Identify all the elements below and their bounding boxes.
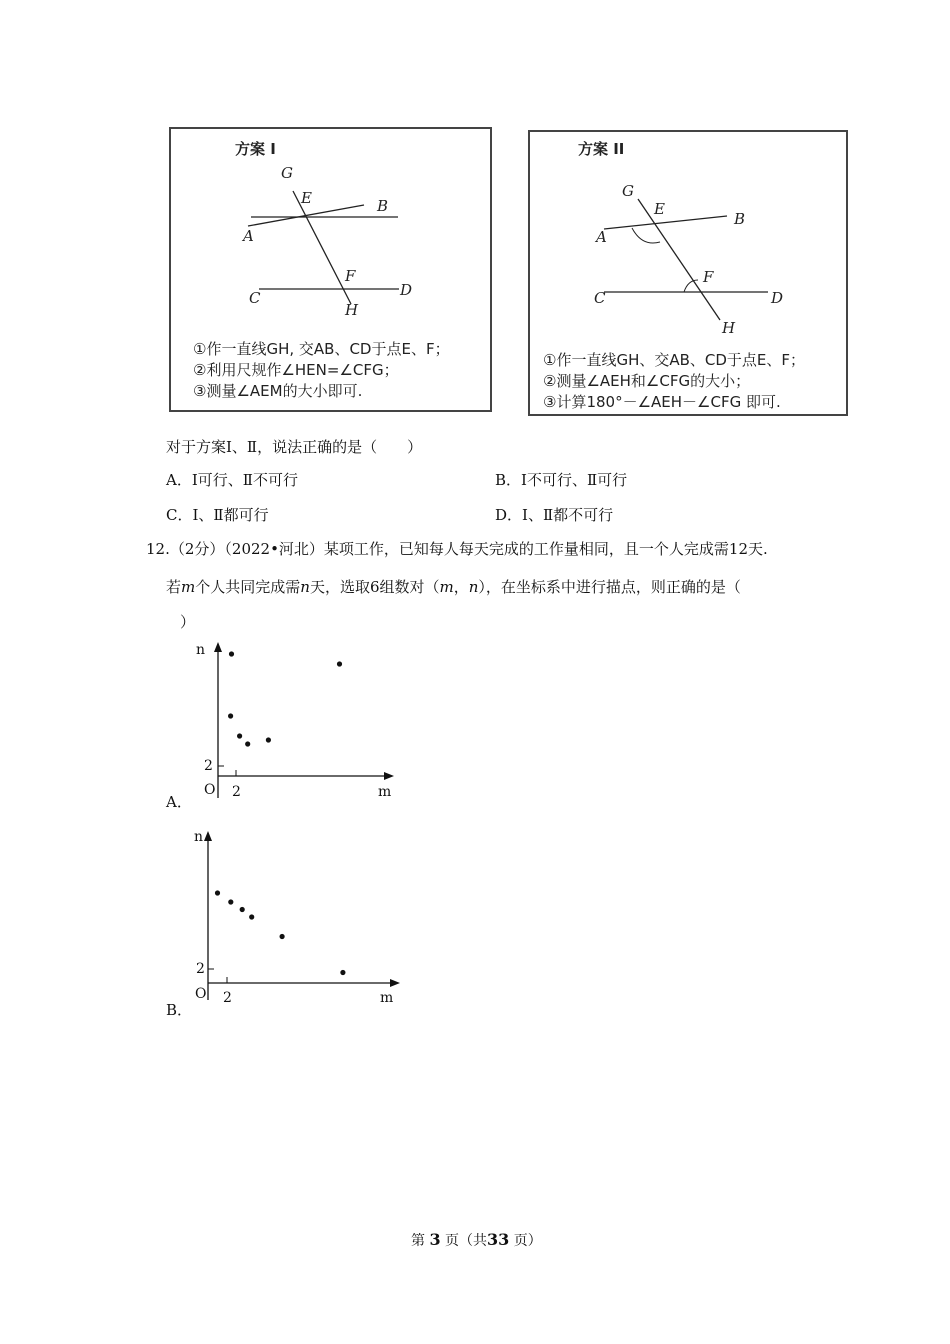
graph-a-point-1 <box>229 651 234 656</box>
graph-b-point-1 <box>215 890 220 895</box>
graph-a-point-6 <box>337 661 342 666</box>
graph-b-n-label: n <box>194 829 204 845</box>
plan-two-figure <box>528 130 848 416</box>
plan-two-step-2: ②测量∠AEH和∠CFG的大小； <box>543 372 751 390</box>
current-page-number: 3 <box>429 1230 441 1249</box>
angle-arc-aeh <box>632 228 660 243</box>
point-label-d: D <box>400 281 413 299</box>
graph-b-point-2 <box>228 899 233 904</box>
graph-b-origin: O <box>195 986 207 1002</box>
graph-a-point-5 <box>266 737 271 742</box>
page-footer: 第 3 页（共33 页） <box>411 1230 542 1249</box>
option-a: A．Ⅰ可行、Ⅱ不可行 <box>166 471 298 489</box>
plan-one-step-3: ③测量∠AEM的大小即可. <box>193 382 363 400</box>
line-gh <box>293 191 351 304</box>
point-label-e: E <box>654 200 665 218</box>
point-label-a: A <box>243 227 254 245</box>
point-label-e: E <box>301 189 312 207</box>
point-label-g: G <box>622 182 634 200</box>
total-page-number: 33 <box>487 1230 510 1249</box>
graph-b-point-6 <box>340 970 345 975</box>
point-label-c: C <box>594 289 606 307</box>
graph-a-tick-x-label: 2 <box>232 784 241 800</box>
graph-b-label: B． <box>166 1001 193 1019</box>
point-label-f: F <box>345 267 356 285</box>
option-c: C．Ⅰ、Ⅱ都可行 <box>166 506 269 524</box>
question-12-line-2: 若m个人共同完成需n天，选取6组数对（m，n），在坐标系中进行描点，则正确的是（ <box>166 578 741 596</box>
question-12-line-3: ） <box>180 613 196 631</box>
point-label-b: B <box>377 197 389 215</box>
angle-arc-cfg <box>684 280 698 292</box>
point-label-h: H <box>722 319 736 337</box>
graph-a-y-arrow <box>214 642 222 652</box>
point-label-g: G <box>281 164 293 182</box>
graph-b-point-5 <box>280 934 285 939</box>
plan-two-step-1: ①作一直线GH、交AB、CD于点E、F； <box>543 351 806 369</box>
graph-b-point-3 <box>240 907 245 912</box>
point-label-h: H <box>345 301 359 319</box>
graph-a-m-label: m <box>378 784 392 800</box>
graph-a-x-arrow <box>384 772 394 780</box>
graph-a-point-3 <box>237 733 242 738</box>
plan-two-title: 方案 II <box>578 140 625 158</box>
graph-b-tick-y-label: 2 <box>196 961 205 977</box>
graph-b-x-arrow <box>390 979 400 987</box>
question-12-line-1 <box>146 538 768 559</box>
graph-a-tick-y-label: 2 <box>204 758 213 774</box>
graph-b-m-label: m <box>380 990 394 1005</box>
graph-a-n-label: n <box>196 642 206 658</box>
point-label-c: C <box>249 289 261 307</box>
point-label-f: F <box>703 268 714 286</box>
question-number: 12. <box>146 540 170 558</box>
graph-a <box>190 638 400 808</box>
graph-b-y-arrow <box>204 831 212 841</box>
graph-a-point-4 <box>245 741 250 746</box>
plan-one-title: 方案 I <box>235 140 276 158</box>
plan-one-step-2: ②利用尺规作∠HEN=∠CFG； <box>193 361 399 379</box>
plan-two-step-3: ③计算180°－∠AEH－∠CFG 即可. <box>543 393 781 411</box>
line-ab <box>604 216 727 229</box>
graph-a-point-2 <box>228 713 233 718</box>
option-d: D．Ⅰ、Ⅱ都不可行 <box>495 506 614 524</box>
plan-one-figure <box>169 127 492 412</box>
point-label-a: A <box>596 228 607 246</box>
graph-a-origin: O <box>204 782 216 798</box>
graph-b <box>190 825 405 1005</box>
question-11-stem: 对于方案Ⅰ、Ⅱ，说法正确的是（ ） <box>166 438 423 456</box>
graph-a-label: A． <box>166 793 192 811</box>
graph-b-tick-x-label: 2 <box>223 990 232 1005</box>
point-label-b: B <box>734 210 746 228</box>
point-label-d: D <box>771 289 784 307</box>
option-b: B．Ⅰ不可行、Ⅱ可行 <box>495 471 628 489</box>
plan-one-step-1: ①作一直线GH, 交AB、CD于点E、F； <box>193 340 450 358</box>
question-12-prefix: （2分）（2022•河北）某项工作，已知每人每天完成的工作量相同，且一个人完成需12天. <box>169 540 768 558</box>
line-gh <box>638 199 720 320</box>
graph-b-point-4 <box>249 914 254 919</box>
